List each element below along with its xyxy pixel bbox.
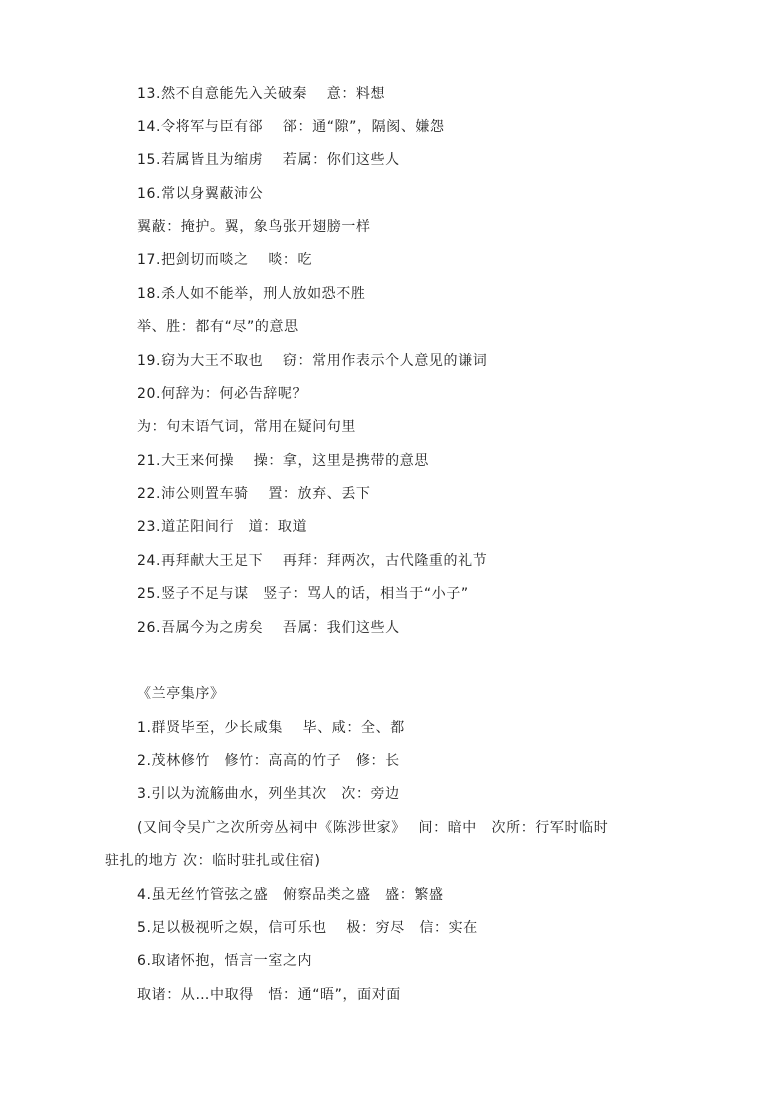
text-line-lt-4: 4.虽无丝竹管弦之盛 俯察品类之盛 盛：繁盛 [137, 887, 444, 903]
text-line-16: 16.常以身翼蔽沛公 [137, 186, 264, 202]
text-line-21: 21.大王来何操 操：拿，这里是携带的意思 [137, 453, 429, 469]
text-line-17: 17.把剑切而啖之 啖：吃 [137, 252, 313, 268]
text-line-lt-3: 3.引以为流觞曲水，列坐其次 次：旁边 [137, 786, 400, 802]
text-line-lt-6: 6.取诸怀抱，悟言一室之内 [137, 953, 313, 969]
text-line-23: 23.道芷阳间行 道：取道 [137, 519, 308, 535]
text-line-26: 26.吾属今为之虏矣 吾属：我们这些人 [137, 620, 400, 636]
text-line-24: 24.再拜献大王足下 再拜：拜两次，古代隆重的礼节 [137, 553, 488, 569]
text-line-20-note: 为：句末语气词，常用在疑问句里 [137, 419, 356, 435]
text-line-20: 20.何辞为：何必告辞呢？ [137, 386, 308, 402]
text-line-13: 13.然不自意能先入关破秦 意：料想 [137, 86, 386, 102]
text-line-lt-5: 5.足以极视听之娱，信可乐也 极：穷尽 信：实在 [137, 920, 478, 936]
text-line-lt-1: 1.群贤毕至，少长咸集 毕、咸：全、都 [137, 720, 405, 736]
text-line-14: 14.令将军与臣有郤 郤：通“隙”，隔阂、嫌怨 [137, 119, 445, 135]
text-line-15: 15.若属皆且为缩虏 若属：你们这些人 [137, 152, 400, 168]
text-line-lt-3-example-cont: 驻扎的地方 次：临时驻扎或住宿) [105, 853, 321, 869]
text-line-lt-6-note: 取诸：从…中取得 悟：通“晤”，面对面 [137, 987, 401, 1003]
text-line-lt-3-example: (又间令吴广之次所旁丛祠中《陈涉世家》 间：暗中 次所：行军时临时 [137, 820, 609, 836]
text-line-16-note: 翼蔽：掩护。翼，象鸟张开翅膀一样 [137, 219, 371, 235]
text-line-25: 25.竖子不足与谋 竖子：骂人的话，相当于“小子” [137, 586, 469, 602]
section-title: 《兰亭集序》 [137, 686, 225, 702]
text-line-19: 19.窃为大王不取也 窃：常用作表示个人意见的谦词 [137, 353, 488, 369]
text-line-18-note: 举、胜：都有“尽”的意思 [137, 319, 299, 335]
text-line-18: 18.杀人如不能举，刑人放如恐不胜 [137, 286, 366, 302]
text-line-lt-2: 2.茂林修竹 修竹：高高的竹子 修：长 [137, 753, 400, 769]
text-line-22: 22.沛公则置车骑 置：放弃、丢下 [137, 486, 371, 502]
